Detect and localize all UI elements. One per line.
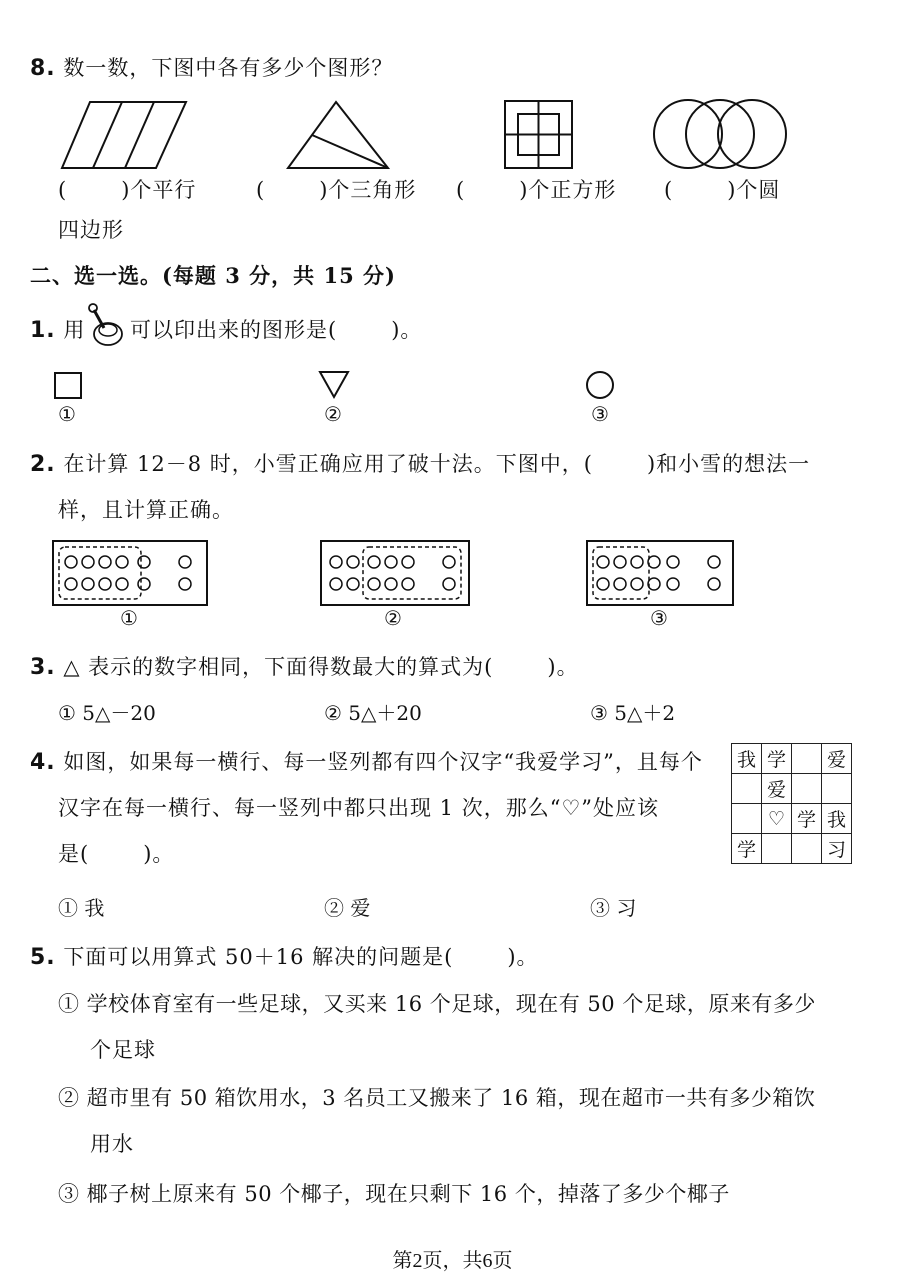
q8-answer-3 [456,174,616,204]
s1-question [30,314,85,344]
grid-cell [792,834,822,864]
s3-end: )。 [547,655,579,679]
dot-box-1 [52,540,208,606]
grid-cell: 学 [732,834,762,864]
q8-answer-1-cont: 四边形 [58,218,124,242]
square-grid-figure [504,100,574,170]
s4-option-2[interactable]: ② 爱 [324,896,371,920]
s4-text-1: 如图，如果每一横行、每一竖列都有四个汉字“我爱学习”，且每个 [63,750,703,774]
s5-option-2-cont: 用水 [90,1132,134,1156]
s1-pre: 用 [63,318,86,342]
grid-cell: 习 [822,834,852,864]
hanzi-grid [731,743,852,864]
s1-option-3[interactable]: ③ [591,402,609,426]
grid-cell [732,774,762,804]
s2-text-b: )和小雪的想法一 [646,452,811,476]
s2-line1 [30,448,810,478]
s1-option-1[interactable]: ① [58,402,76,426]
paren-open: ( [58,178,68,202]
q8-answer-1 [58,174,196,204]
grid-cell [822,774,852,804]
triangle-figure [286,100,391,170]
s2-option-3[interactable]: ③ [650,606,668,630]
s5-option-2[interactable]: ② 超市里有 50 箱饮用水，3 名员工又搬来了 16 箱，现在超市一共有多少箱饮 [58,1086,816,1110]
stamp-icon [86,302,126,350]
s2-text-a: 在计算 12－8 时，小雪正确应用了破十法。下图中，( [63,452,593,476]
q8-answer-4 [664,174,780,204]
paren-open: ( [456,178,466,202]
circles-figure [652,98,788,170]
s5-option-1[interactable]: ① 学校体育室有一些足球，又买来 16 个足球，现在有 50 个足球，原来有多少 [58,992,816,1016]
s3-option-3[interactable]: ③ 5△＋2 [590,701,676,725]
parallelogram-figure [60,100,190,170]
s1-text [130,314,422,344]
s2-line2: 样，且计算正确。 [58,498,234,522]
square-shape [54,372,84,400]
grid-cell: 学 [762,744,792,774]
grid-cell: 我 [822,804,852,834]
s4-option-3[interactable]: ③ 习 [590,896,637,920]
s3-option-1[interactable]: ① 5△－20 [58,701,156,725]
s5-option-3[interactable]: ③ 椰子树上原来有 50 个椰子，现在只剩下 16 个，掉落了多少个椰子 [58,1182,730,1206]
paren-open: ( [664,178,674,202]
s4-line2: 汉字在每一横行、每一竖列中都只出现 1 次，那么“♡”处应该 [58,796,660,820]
dot-box-2 [320,540,470,606]
s4-text-3b: )。 [143,842,175,866]
s3-question [30,651,579,681]
grid-cell: 爱 [762,774,792,804]
s1-option-2[interactable]: ② [324,402,342,426]
s4-line3 [58,838,174,868]
s4-number: 4. [30,750,56,775]
answer-label: )个正方形 [519,178,617,202]
s5-end: )。 [507,945,539,969]
s3-option-2[interactable]: ② 5△＋20 [324,701,422,725]
q8-number: 8. [30,56,56,81]
q8-answer-2 [256,174,416,204]
s3-number: 3. [30,655,56,680]
paren-open: ( [256,178,266,202]
grid-cell [792,744,822,774]
s2-number: 2. [30,452,56,477]
s4-text-3a: 是( [58,842,90,866]
q8-text: 数一数，下图中各有多少个图形？ [63,56,394,80]
grid-cell [792,774,822,804]
grid-cell: 我 [732,744,762,774]
s1-number: 1. [30,318,56,343]
circle-shape [585,370,617,402]
grid-cell: 学 [792,804,822,834]
answer-label: )个圆 [727,178,781,202]
s4-line1 [30,746,703,776]
section-title: 二、选一选。(每题 3 分，共 15 分) [30,263,396,288]
s3-text: △ 表示的数字相同，下面得数最大的算式为( [63,655,494,679]
answer-label: )个三角形 [319,178,417,202]
triangle-down-shape [318,370,352,400]
s5-number: 5. [30,945,56,970]
answer-label: )个平行 [121,178,197,202]
s5-option-1-cont: 个足球 [90,1038,156,1062]
grid-cell: 爱 [822,744,852,774]
grid-cell [762,834,792,864]
dot-box-3 [586,540,734,606]
s2-option-2[interactable]: ② [384,606,402,630]
s5-question [30,941,539,971]
grid-cell [732,804,762,834]
s1-post: 可以印出来的图形是( [130,318,338,342]
s4-option-1[interactable]: ① 我 [58,896,105,920]
s1-end: )。 [391,318,423,342]
s2-option-1[interactable]: ① [120,606,138,630]
s5-text: 下面可以用算式 50＋16 解决的问题是( [63,945,454,969]
grid-cell-heart: ♡ [762,804,792,834]
q8-title [30,52,393,82]
page-footer: 第2页，共6页 [392,1250,513,1272]
